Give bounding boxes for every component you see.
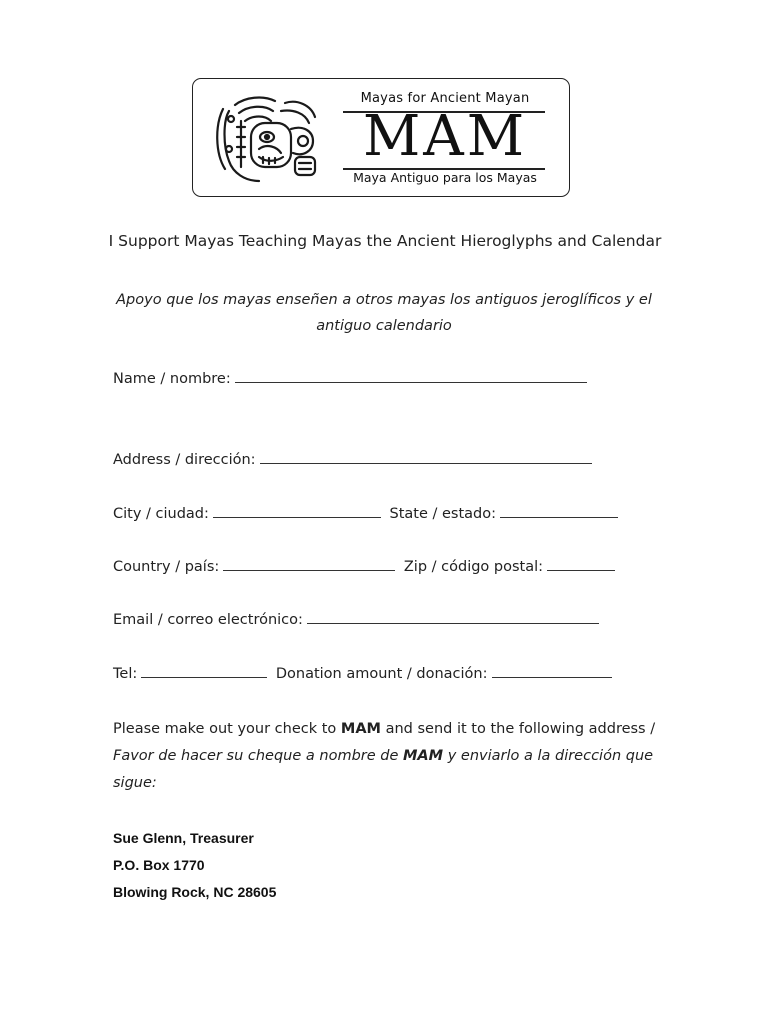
name-label: Name / nombre:: [113, 371, 231, 387]
country-zip-row: [113, 556, 619, 575]
state-label: State / estado:: [389, 506, 497, 522]
logo-acronym: MAM: [362, 104, 528, 169]
tel-field[interactable]: [141, 663, 267, 678]
page-title: I Support Mayas Teaching Mayas the Ancient Hieroglyphs and Calendar: [108, 232, 662, 250]
instructions-es-bold: MAM: [403, 748, 444, 764]
tel-label: Tel:: [113, 666, 138, 682]
address-line-3: Blowing Rock, NC 28605: [113, 884, 277, 900]
instructions-en-after: and send it to the following address /: [380, 721, 656, 737]
address-line-1: Sue Glenn, Treasurer: [113, 830, 254, 846]
mailing-address: [113, 825, 276, 906]
country-label: Country / país:: [113, 559, 220, 575]
state-field[interactable]: [500, 503, 618, 518]
instructions-en-before: Please make out your check to: [113, 721, 341, 737]
logo-bottom-text: Maya Antiguo para los Mayas: [353, 170, 537, 185]
name-row: [113, 368, 591, 387]
donation-label: Donation amount / donación:: [275, 666, 488, 682]
address-line-2: P.O. Box 1770: [113, 857, 205, 873]
address-label: Address / dirección:: [113, 452, 256, 468]
maya-head-glyph-icon: [215, 91, 325, 185]
name-field[interactable]: [235, 368, 587, 383]
address-row: [113, 449, 596, 468]
tel-donation-row: [113, 663, 616, 682]
logo-top-text: Mayas for Ancient Mayan: [360, 91, 530, 106]
country-field[interactable]: [223, 556, 395, 571]
address-field[interactable]: [260, 449, 592, 464]
email-row: [113, 609, 603, 628]
city-state-row: [113, 503, 622, 522]
donation-field[interactable]: [492, 663, 612, 678]
email-label: Email / correo electrónico:: [113, 612, 303, 628]
zip-field[interactable]: [547, 556, 615, 571]
city-label: City / ciudad:: [113, 506, 209, 522]
zip-label: Zip / código postal:: [403, 559, 544, 575]
instructions-es-before: Favor de hacer su cheque a nombre de: [113, 748, 403, 764]
email-field[interactable]: [307, 609, 599, 624]
instructions-en-bold: MAM: [340, 721, 381, 737]
logo: [192, 78, 570, 197]
city-field[interactable]: [213, 503, 381, 518]
payment-instructions: [113, 716, 658, 797]
instructions-es-after: y enviarlo a la dirección que sigue:: [113, 748, 654, 791]
page-subtitle: Apoyo que los mayas enseñen a otros mayas los antiguos jeroglíficos y el antiguo calendario: [116, 292, 652, 334]
